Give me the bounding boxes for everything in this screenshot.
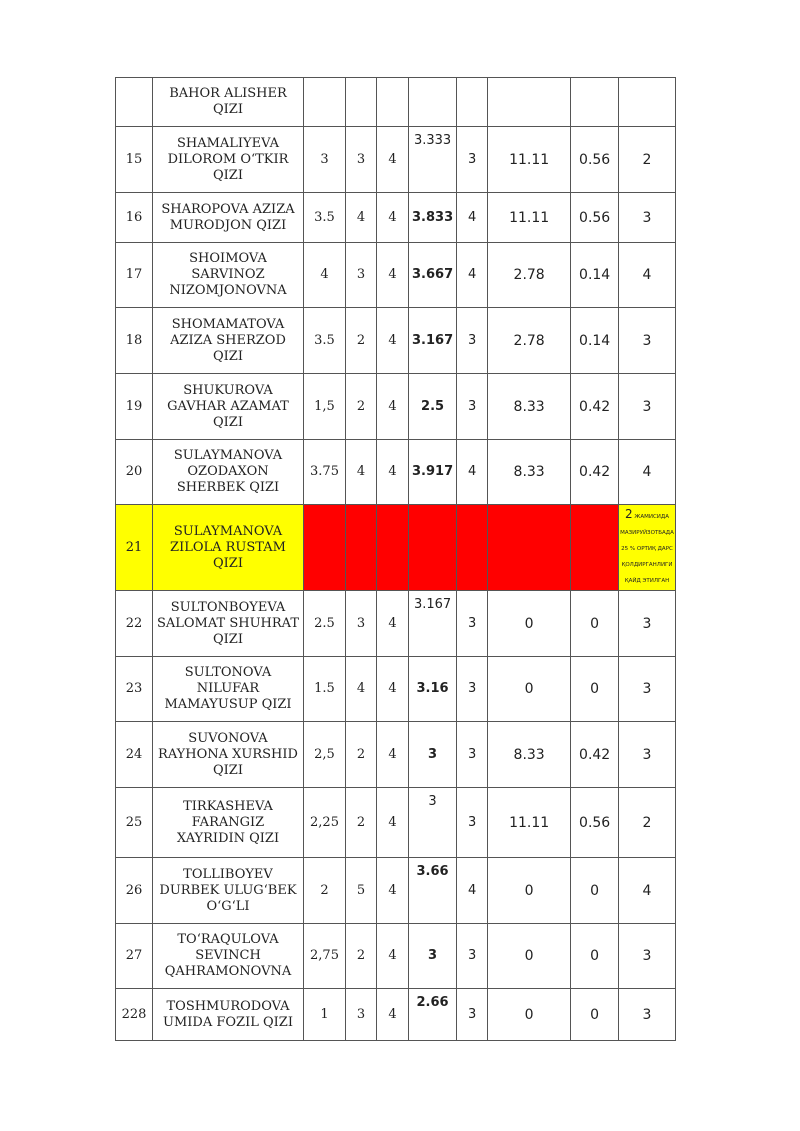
row-number: 18 [116,308,153,374]
score-3: 4 [377,989,409,1041]
percent: 2.78 [488,243,571,308]
student-name: TOSHMURODOVA UMIDA FOZIL QIZI [153,989,304,1041]
average: 3.333 [409,127,457,193]
row-number: 19 [116,374,153,440]
score-1: 2,25 [304,788,346,858]
coefficient [571,78,619,127]
student-name: SULTONBOYEVA SALOMAT SHUHRAT QIZI [153,591,304,657]
percent: 11.11 [488,127,571,193]
coefficient: 0.42 [571,374,619,440]
score-1: 1,5 [304,374,346,440]
row-number: 23 [116,657,153,722]
table-row [116,78,676,127]
table-row [116,788,676,858]
coefficient: 0 [571,657,619,722]
score-2: 4 [346,657,377,722]
average: 2.66 [409,989,457,1041]
student-name: SHAROPOVA AZIZA MURODJON QIZI [153,193,304,243]
row-number: 22 [116,591,153,657]
score-2: 2 [346,374,377,440]
grade: 3 [457,788,488,858]
student-name: SHOMAMATOVA AZIZA SHERZOD QIZI [153,308,304,374]
score-2 [346,78,377,127]
table-row [116,243,676,308]
score-2: 4 [346,440,377,505]
grade: 4 [457,858,488,924]
student-name: SULTONOVA NILUFAR MAMAYUSUP QIZI [153,657,304,722]
empty-cell [377,505,409,591]
final-grade: 2 [619,127,676,193]
row-number: 228 [116,989,153,1041]
average: 3.167 [409,308,457,374]
final-grade: 3 [619,924,676,989]
coefficient: 0 [571,591,619,657]
student-name: SHOIMOVA SARVINOZ NIZOMJONOVNA [153,243,304,308]
average: 3 [409,924,457,989]
row-number: 25 [116,788,153,858]
percent: 2.78 [488,308,571,374]
table-row-highlighted [116,505,676,591]
score-2: 2 [346,788,377,858]
score-1: 1.5 [304,657,346,722]
coefficient: 0.56 [571,127,619,193]
final-grade: 3 [619,989,676,1041]
grade: 3 [457,127,488,193]
absence-note [619,505,676,591]
percent: 11.11 [488,788,571,858]
final-grade: 3 [619,657,676,722]
score-3: 4 [377,243,409,308]
score-1: 2,75 [304,924,346,989]
note-text: ЖАМИСИДА МАЗИРУЙЗОТБАДА 25 % ОРТИҚ ДАРС ҚОЛДИРГАНЛИГИ ҚАЙД ЭТИЛГАН [620,514,674,584]
empty-cell [571,505,619,591]
percent: 8.33 [488,374,571,440]
row-number: 27 [116,924,153,989]
average: 3 [409,788,457,858]
average: 3.667 [409,243,457,308]
grade: 4 [457,440,488,505]
average: 3.833 [409,193,457,243]
score-3: 4 [377,193,409,243]
grade: 3 [457,989,488,1041]
row-number [116,78,153,127]
score-2: 3 [346,591,377,657]
final-grade [619,78,676,127]
average: 3 [409,722,457,788]
empty-cell [346,505,377,591]
table-row [116,924,676,989]
score-1: 2.5 [304,591,346,657]
empty-cell [304,505,346,591]
grade: 3 [457,591,488,657]
row-number: 15 [116,127,153,193]
student-name: SULAYMANOVA OZODAXON SHERBEK QIZI [153,440,304,505]
score-1: 2 [304,858,346,924]
percent: 0 [488,657,571,722]
row-number: 17 [116,243,153,308]
grade: 4 [457,193,488,243]
score-1: 3.5 [304,193,346,243]
average: 3.16 [409,657,457,722]
grade: 3 [457,657,488,722]
score-3: 4 [377,924,409,989]
final-grade: 4 [619,440,676,505]
score-3: 4 [377,722,409,788]
average: 3.167 [409,591,457,657]
student-name: SHAMALIYEVA DILOROM O‘TKIR QIZI [153,127,304,193]
coefficient: 0.56 [571,788,619,858]
score-1 [304,78,346,127]
table-row [116,722,676,788]
score-2: 4 [346,193,377,243]
percent [488,78,571,127]
score-3 [377,78,409,127]
percent: 0 [488,989,571,1041]
student-name: SUVONOVA RAYHONA XURSHID QIZI [153,722,304,788]
row-number: 20 [116,440,153,505]
score-1: 1 [304,989,346,1041]
table-row [116,591,676,657]
score-2: 3 [346,243,377,308]
final-grade: 3 [619,308,676,374]
final-grade: 3 [619,193,676,243]
final-grade: 4 [619,858,676,924]
score-2: 2 [346,924,377,989]
final-grade: 4 [619,243,676,308]
student-name: SULAYMANOVA ZILOLA RUSTAM QIZI [153,505,304,591]
student-name: TO‘RAQULOVA SEVINCH QAHRAMONOVNA [153,924,304,989]
percent: 0 [488,858,571,924]
row-number: 21 [116,505,153,591]
score-3: 4 [377,591,409,657]
percent: 0 [488,924,571,989]
final-grade: 2 [619,788,676,858]
score-3: 4 [377,308,409,374]
grade: 3 [457,722,488,788]
grade: 4 [457,243,488,308]
row-number: 26 [116,858,153,924]
score-2: 3 [346,127,377,193]
percent: 11.11 [488,193,571,243]
grade: 3 [457,374,488,440]
table-row [116,374,676,440]
average: 3.66 [409,858,457,924]
coefficient: 0.14 [571,243,619,308]
empty-cell [409,505,457,591]
average: 2.5 [409,374,457,440]
score-3: 4 [377,440,409,505]
grade: 3 [457,308,488,374]
final-grade: 3 [619,591,676,657]
student-name: TOLLIBOYEV DURBEK ULUG‘BEK O‘G‘LI [153,858,304,924]
score-2: 3 [346,989,377,1041]
table-row [116,657,676,722]
score-1: 2,5 [304,722,346,788]
empty-cell [488,505,571,591]
score-1: 4 [304,243,346,308]
percent: 0 [488,591,571,657]
coefficient: 0.42 [571,440,619,505]
percent: 8.33 [488,440,571,505]
final-grade: 3 [619,374,676,440]
score-2: 2 [346,308,377,374]
table-row [116,440,676,505]
score-2: 2 [346,722,377,788]
empty-cell [457,505,488,591]
table-row [116,989,676,1041]
student-name: TIRKASHEVA FARANGIZ XAYRIDIN QIZI [153,788,304,858]
score-1: 3 [304,127,346,193]
table-row [116,858,676,924]
row-number: 16 [116,193,153,243]
student-name: SHUKUROVA GAVHAR AZAMAT QIZI [153,374,304,440]
table-row [116,193,676,243]
score-3: 4 [377,657,409,722]
final-grade: 3 [619,722,676,788]
coefficient: 0.56 [571,193,619,243]
coefficient: 0 [571,858,619,924]
grade [457,78,488,127]
score-3: 4 [377,374,409,440]
table-row [116,127,676,193]
coefficient: 0.14 [571,308,619,374]
score-3: 4 [377,788,409,858]
score-2: 5 [346,858,377,924]
note-number: 2 [625,507,633,521]
coefficient: 0.42 [571,722,619,788]
row-number: 24 [116,722,153,788]
average: 3.917 [409,440,457,505]
grade: 3 [457,924,488,989]
grades-table [115,77,676,1041]
score-3: 4 [377,127,409,193]
average [409,78,457,127]
coefficient: 0 [571,924,619,989]
score-1: 3.75 [304,440,346,505]
score-1: 3.5 [304,308,346,374]
percent: 8.33 [488,722,571,788]
student-name: BAHOR ALISHER QIZI [153,78,304,127]
coefficient: 0 [571,989,619,1041]
table-row [116,308,676,374]
score-3: 4 [377,858,409,924]
